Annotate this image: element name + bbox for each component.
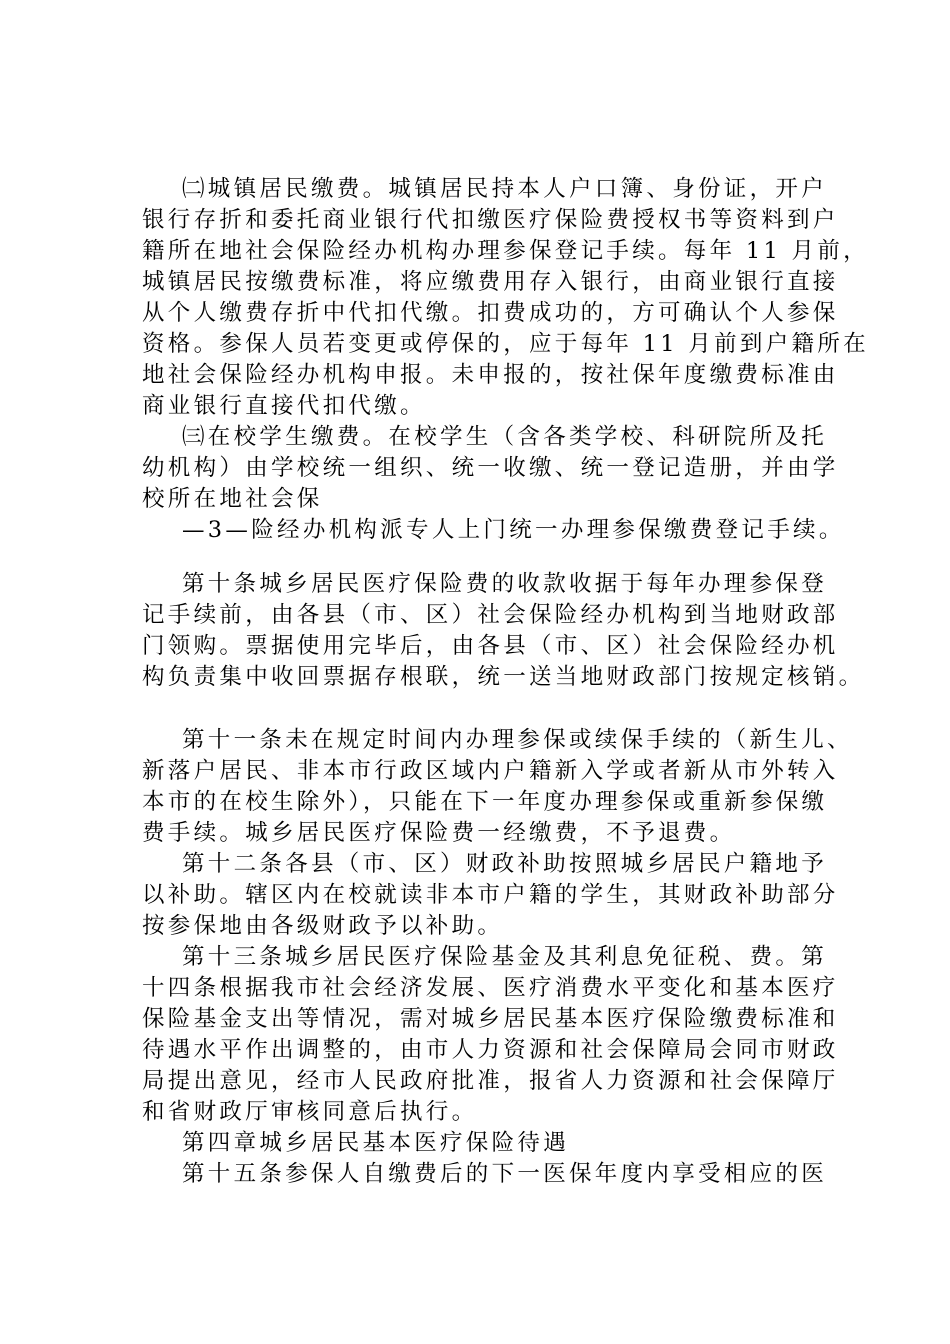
- text-line: 从个人缴费存折中代扣代缴。扣费成功的，方可确认个人参保: [142, 300, 839, 326]
- text-line: 籍所在地社会保险经办机构办理参保登记手续。每年 11 月前，: [142, 238, 869, 264]
- chapter-heading: 第四章城乡居民基本医疗保险待遇: [182, 1130, 570, 1156]
- text-line: 城镇居民按缴费标准，将应缴费用存入银行，由商业银行直接: [142, 269, 839, 295]
- text-line: 按参保地由各级财政予以补助。: [142, 913, 504, 939]
- text-line: ㈡城镇居民缴费。城镇居民持本人户口簿、身份证，开户: [182, 176, 828, 202]
- text-line: 构负责集中收回票据存根联，统一送当地财政部门按规定核销。: [142, 664, 865, 690]
- text-line: 地社会保险经办机构申报。未申报的，按社保年度缴费标准由: [142, 362, 839, 388]
- text-line: 保险基金支出等情况，需对城乡居民基本医疗保险缴费标准和: [142, 1006, 839, 1032]
- text-line: 商业银行直接代扣代缴。: [142, 393, 426, 419]
- text-line: 第十条城乡居民医疗保险费的收款收据于每年办理参保登: [182, 571, 828, 597]
- text-line: 待遇水平作出调整的，由市人力资源和社会保障局会同市财政: [142, 1037, 839, 1063]
- text-line: ㈢在校学生缴费。在校学生（含各类学校、科研院所及托: [182, 424, 828, 450]
- text-line: 门领购。票据使用完毕后，由各县（市、区）社会保险经办机: [142, 633, 839, 659]
- text-line: 银行存折和委托商业银行代扣缴医疗保险费授权书等资料到户: [142, 207, 839, 233]
- text-line: 记手续前，由各县（市、区）社会保险经办机构到当地财政部: [142, 602, 839, 628]
- text-line: 资格。参保人员若变更或停保的，应于每年 11 月前到户籍所在: [142, 331, 869, 357]
- text-line: 新落户居民、非本市行政区域内户籍新入学或者新从市外转入: [142, 758, 839, 784]
- text-line: 幼机构）由学校统一组织、统一收缴、统一登记造册，并由学: [142, 455, 839, 481]
- text-line: 十四条根据我市社会经济发展、医疗消费水平变化和基本医疗: [142, 975, 839, 1001]
- text-line: 第十二条各县（市、区）财政补助按照城乡居民户籍地予: [182, 851, 828, 877]
- text-line: 费手续。城乡居民医疗保险费一经缴费，不予退费。: [142, 820, 736, 846]
- text-line: 局提出意见，经市人民政府批准，报省人力资源和社会保障厅: [142, 1068, 839, 1094]
- page-number-line: —3—险经办机构派专人上门统一办理参保缴费登记手续。: [182, 517, 845, 543]
- text-line: 第十三条城乡居民医疗保险基金及其利息免征税、费。第: [182, 944, 828, 970]
- text-line: 本市的在校生除外），只能在下一年度办理参保或重新参保缴: [142, 789, 828, 815]
- text-line: 和省财政厅审核同意后执行。: [142, 1099, 478, 1125]
- text-line: 第十一条未在规定时间内办理参保或续保手续的（新生儿、: [182, 727, 853, 753]
- text-line: 校所在地社会保: [142, 486, 323, 512]
- text-line: 以补助。辖区内在校就读非本市户籍的学生，其财政补助部分: [142, 882, 839, 908]
- text-line: 第十五条参保人自缴费后的下一医保年度内享受相应的医: [182, 1161, 828, 1187]
